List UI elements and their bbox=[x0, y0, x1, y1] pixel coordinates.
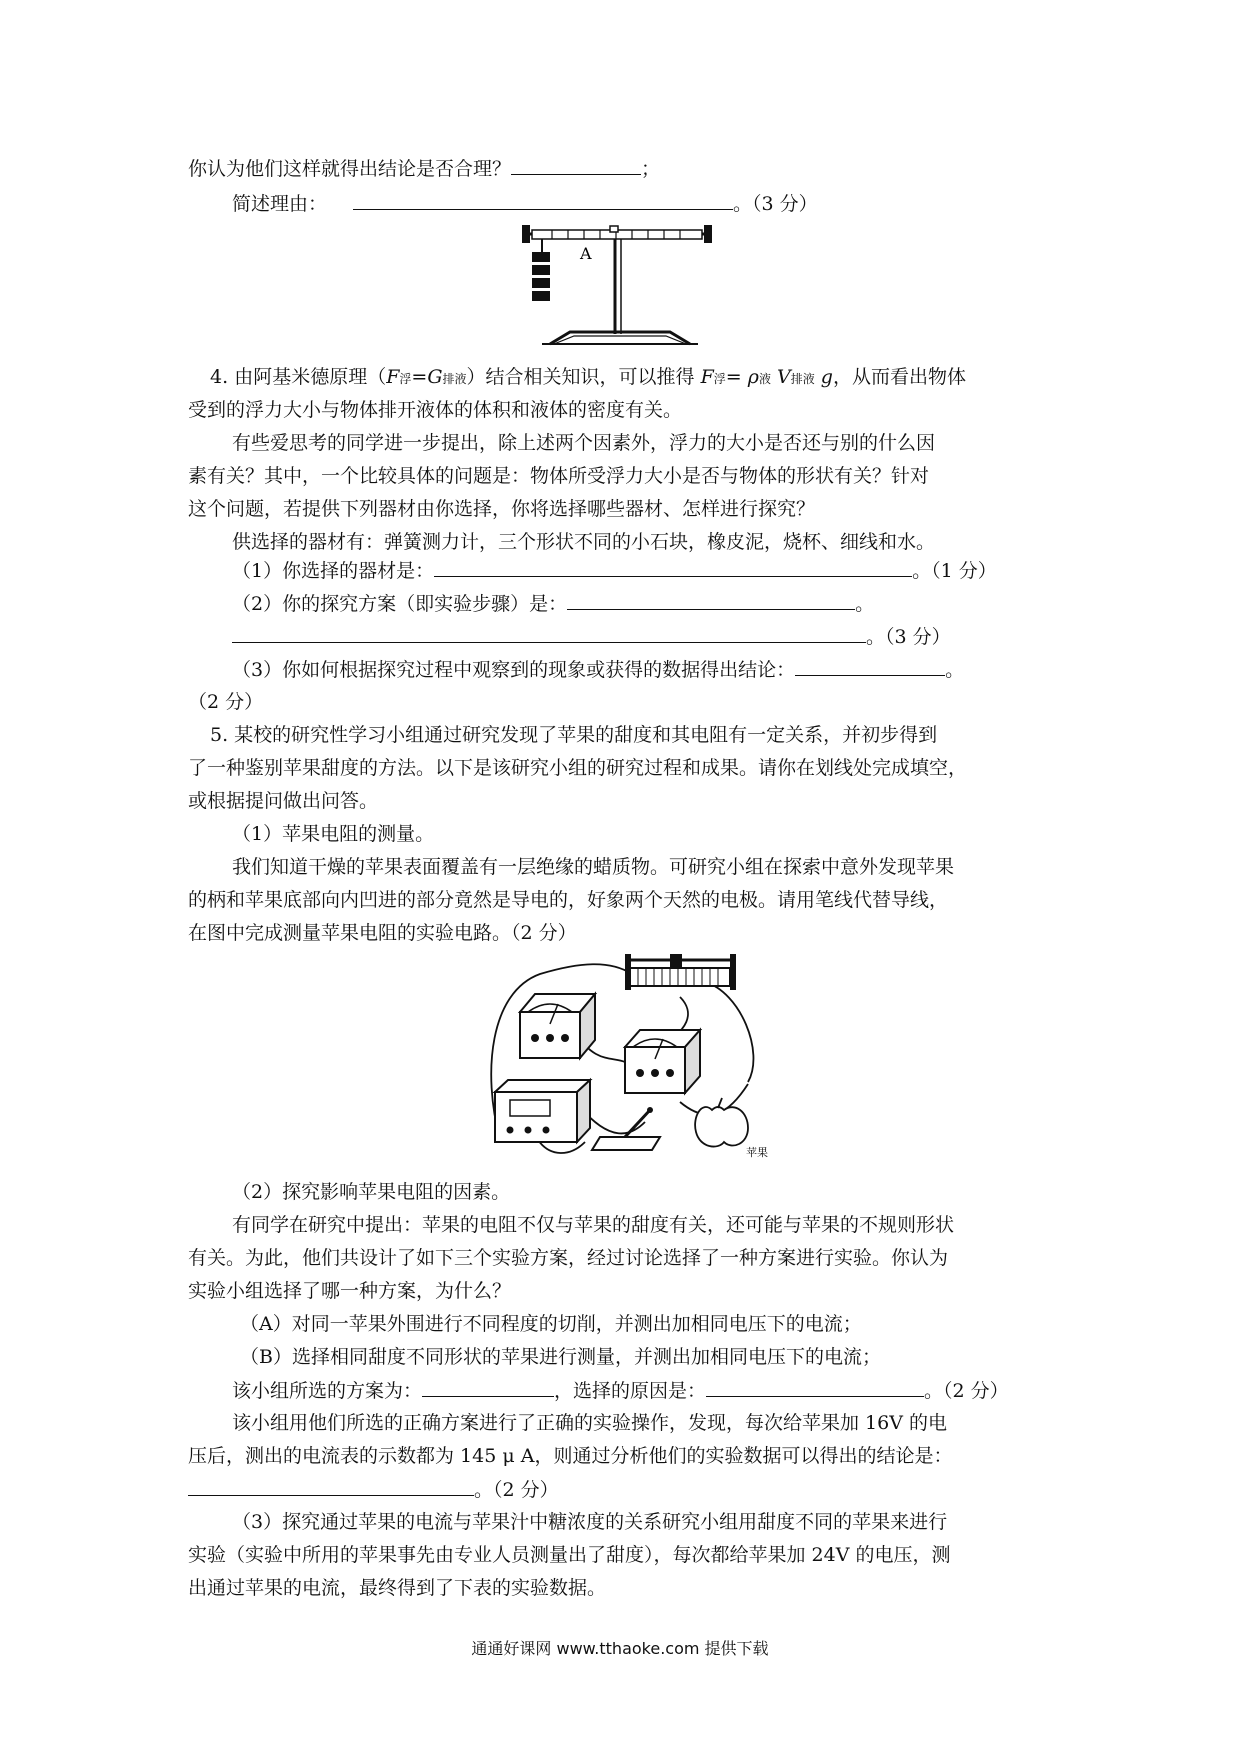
q4-sub-displaced2: 排液 bbox=[790, 372, 815, 386]
q5-sub1-line1: 我们知道干燥的苹果表面覆盖有一层绝缘的蜡质物。可研究小组在探索中意外发现苹果 bbox=[232, 856, 955, 878]
q5-result-line2: 压后，测出的电流表的示数都为 145 μ A，则通过分析他们的实验数据可以得出的结论是： bbox=[188, 1445, 953, 1467]
q3-reason-end: 。（3 分） bbox=[733, 193, 818, 215]
q4-f: F bbox=[386, 366, 400, 388]
q4-item2b-blank[interactable] bbox=[232, 622, 866, 643]
q4-eq-g: =G bbox=[411, 366, 443, 388]
q5-choice-label: 该小组所选的方案为： bbox=[232, 1380, 423, 1402]
q5-sub3-line3: 出通过苹果的电流，最终得到了下表的实验数据。 bbox=[188, 1577, 607, 1599]
q5-result-answer-line bbox=[188, 1475, 559, 1504]
q5-reason-blank[interactable] bbox=[706, 1376, 924, 1397]
q5-sub1-line3: 在图中完成测量苹果电阻的实验电路。（2 分） bbox=[188, 922, 577, 944]
q5-choice-end: 。（2 分） bbox=[924, 1380, 1009, 1402]
page-footer: 通通好课网 www.tthaoke.com 提供下载 bbox=[471, 1639, 769, 1658]
q3-question-text: 你认为他们这样就得出结论是否合理？ bbox=[188, 158, 512, 180]
q5-choice-blank[interactable] bbox=[422, 1376, 554, 1397]
q4-sub-float2: 浮 bbox=[713, 372, 726, 386]
q4-item1-label: （1）你选择的器材是： bbox=[232, 560, 435, 582]
q4-text-b: ）结合相关知识，可以推得 bbox=[466, 366, 695, 388]
q4-item2-line bbox=[232, 589, 874, 618]
q5-option-b: （B）选择相同甜度不同形状的苹果进行测量，并测出加相同电压下的电流； bbox=[240, 1346, 881, 1368]
q4-v: V bbox=[777, 366, 791, 388]
q4-item2b-line bbox=[232, 622, 951, 651]
q4-number: 4. bbox=[210, 366, 229, 388]
q5-line-3: 或根据提问做出问答。 bbox=[188, 790, 379, 812]
q5-option-a: （A）对同一苹果外围进行不同程度的切削，并测出加相同电压下的电流； bbox=[240, 1313, 862, 1335]
q4-text-a: 由阿基米德原理（ bbox=[234, 366, 387, 388]
apple-circuit-figure bbox=[480, 952, 780, 1162]
q3-question-end: ； bbox=[641, 158, 661, 180]
q4-item3-line bbox=[232, 655, 964, 684]
q5-sub2-heading: （2）探究影响苹果电阻的因素。 bbox=[232, 1181, 511, 1203]
q3-answer-blank[interactable] bbox=[511, 154, 641, 175]
q4-materials: 供选择的器材有：弹簧测力计，三个形状不同的小石块，橡皮泥，烧杯、细线和水。 bbox=[232, 531, 936, 553]
q4-sub-float: 浮 bbox=[399, 372, 412, 386]
q5-choice-mid: ，选择的原因是： bbox=[554, 1380, 707, 1402]
q3-reason-blank[interactable] bbox=[353, 189, 733, 210]
q5-sub2-line1: 有同学在研究中提出：苹果的电阻不仅与苹果的甜度有关，还可能与苹果的不规则形状 bbox=[232, 1214, 955, 1236]
q4-item2-end: 。 bbox=[855, 593, 875, 615]
q4-item3-end: 。 bbox=[945, 659, 965, 681]
q5-line-1: 5. 某校的研究性学习小组通过研究发现了苹果的甜度和其电阻有一定关系，并初步得到 bbox=[210, 724, 938, 746]
q4-item1-line bbox=[232, 556, 997, 585]
q5-result-end: 。（2 分） bbox=[474, 1479, 559, 1501]
q5-sub2-line3: 实验小组选择了哪一种方案，为什么？ bbox=[188, 1280, 512, 1302]
q4-item2-blank[interactable] bbox=[567, 589, 855, 610]
q4-item3-blank[interactable] bbox=[795, 655, 945, 676]
q3-question-line bbox=[188, 154, 660, 183]
q4-line-4: 素有关？其中，一个比较具体的问题是：物体所受浮力大小是否与物体的形状有关？针对 bbox=[188, 465, 930, 487]
q4-sub-displaced: 排液 bbox=[442, 372, 467, 386]
q4-rho: = ρ bbox=[725, 366, 759, 388]
lever-label-a: A bbox=[580, 244, 592, 263]
q4-f2: F bbox=[700, 366, 714, 388]
lever-balance-figure bbox=[520, 222, 720, 352]
q4-item2b-end: 。（3 分） bbox=[866, 626, 951, 648]
q3-reason-line bbox=[232, 189, 818, 218]
q4-line-2: 受到的浮力大小与物体排开液体的体积和液体的密度有关。 bbox=[188, 399, 683, 421]
q4-item2-label: （2）你的探究方案（即实验步骤）是： bbox=[232, 593, 568, 615]
q5-choice-line bbox=[232, 1376, 1009, 1405]
q5-result-blank[interactable] bbox=[188, 1475, 474, 1496]
q4-g: g bbox=[820, 366, 833, 388]
q4-item1-blank[interactable] bbox=[434, 556, 912, 577]
q3-reason-label: 简述理由： bbox=[232, 193, 328, 215]
q5-line-2: 了一种鉴别苹果甜度的方法。以下是该研究小组的研究过程和成果。请你在划线处完成填空， bbox=[188, 757, 968, 779]
q4-text-c: ，从而看出物体 bbox=[832, 366, 966, 388]
q4-item1-end: 。（1 分） bbox=[912, 560, 997, 582]
q5-sub3-line1: （3）探究通过苹果的电流与苹果汁中糖浓度的关系研究小组用甜度不同的苹果来进行 bbox=[232, 1511, 948, 1533]
q5-sub2-line2: 有关。为此，他们共设计了如下三个实验方案，经过讨论选择了一种方案进行实验。你认为 bbox=[188, 1247, 949, 1269]
q5-result-line1: 该小组用他们所选的正确方案进行了正确的实验操作，发现，每次给苹果加 16V 的电 bbox=[232, 1412, 947, 1434]
apple-label: 苹果 bbox=[746, 1146, 768, 1159]
q5-sub3-line2: 实验（实验中所用的苹果事先由专业人员测量出了甜度），每次都给苹果加 24V 的电压，测 bbox=[188, 1544, 951, 1566]
q4-sub-liquid: 液 bbox=[758, 372, 771, 386]
q4-line-3: 有些爱思考的同学进一步提出，除上述两个因素外，浮力的大小是否还与别的什么因 bbox=[232, 432, 936, 454]
q4-item3-score: （2 分） bbox=[188, 691, 264, 713]
q5-sub1-heading: （1）苹果电阻的测量。 bbox=[232, 823, 435, 845]
q4-line-1 bbox=[210, 363, 966, 393]
q4-item3-label: （3）你如何根据探究过程中观察到的现象或获得的数据得出结论： bbox=[232, 659, 796, 681]
q5-sub1-line2: 的柄和苹果底部向内凹进的部分竟然是导电的，好象两个天然的电极。请用笔线代替导线， bbox=[188, 889, 949, 911]
q4-line-5: 这个问题，若提供下列器材由你选择，你将选择哪些器材、怎样进行探究？ bbox=[188, 498, 816, 520]
